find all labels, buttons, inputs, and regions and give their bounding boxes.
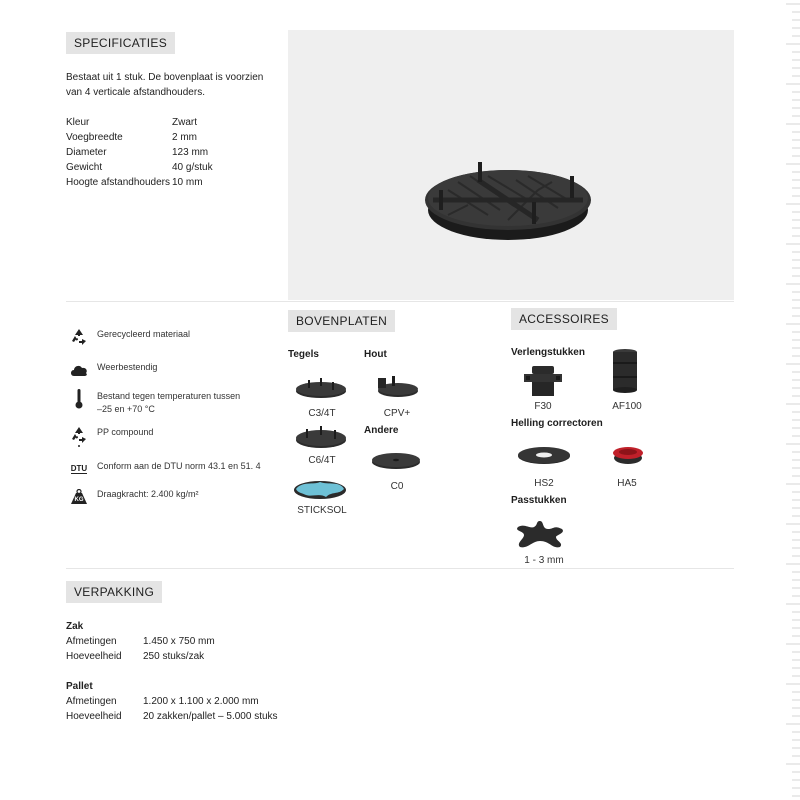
dtu-icon-text: DTU: [70, 464, 88, 473]
spec-value: 10 mm: [172, 177, 203, 188]
zak-title: Zak: [66, 621, 84, 632]
pack-value: 1.450 x 750 mm: [143, 636, 215, 647]
pack-row: [66, 694, 278, 709]
spec-row: [66, 175, 213, 190]
hs2-caption: HS2: [534, 478, 554, 489]
feature-label: Weerbestendig: [97, 362, 158, 372]
feature-weather: [68, 361, 157, 379]
spec-label: Diameter: [66, 147, 107, 158]
spec-label: Kleur: [66, 117, 90, 128]
cpv-caption: CPV+: [383, 408, 411, 419]
ha5-product-image: [611, 442, 645, 468]
af100-caption: AF100: [612, 401, 642, 412]
head-plate-image: [288, 30, 734, 300]
pack-label: Afmetingen: [66, 696, 117, 707]
dtu-icon: [68, 460, 90, 478]
c0-product-image: [370, 451, 422, 471]
recycle-icon: [68, 328, 90, 346]
verpakking-heading: VERPAKKING: [66, 581, 162, 603]
specificaties-heading: SPECIFICATIES: [66, 32, 175, 54]
feature-temperature: [68, 390, 247, 416]
pallet-title: Pallet: [66, 681, 93, 692]
passtukken-label: Passtukken: [511, 495, 567, 506]
sticksol-product-image: [292, 477, 348, 501]
hs2-product-image: [516, 444, 572, 468]
spec-row: [66, 160, 213, 175]
zak-block: [66, 619, 215, 664]
c0-caption: C0: [390, 481, 404, 492]
f30-caption: F30: [534, 401, 552, 412]
pack-row: [66, 709, 278, 724]
c34t-caption: C3/4T: [308, 408, 336, 419]
spec-label: Hoogte afstandhouders: [66, 177, 170, 188]
spec-row: [66, 115, 213, 130]
andere-label: Andere: [364, 425, 399, 436]
spec-row: [66, 145, 213, 160]
spec-label: Voegbreedte: [66, 132, 123, 143]
spec-table: [66, 115, 213, 190]
weight-icon-text: KG: [74, 497, 84, 503]
page-edge-ruler: [780, 0, 800, 800]
feature-dtu: [68, 460, 261, 478]
ha5-caption: HA5: [617, 478, 637, 489]
pack-label: Afmetingen: [66, 636, 117, 647]
feature-pp-compound: [68, 426, 153, 448]
spec-row: [66, 130, 213, 145]
feature-label: PP compound: [97, 427, 154, 437]
pack-value: 250 stuks/zak: [143, 651, 205, 662]
cloud-icon: [68, 361, 90, 379]
feature-label: Gerecycleerd materiaal: [97, 329, 191, 339]
feature-label: Bestand tegen temperaturen tussen –25 en +70 °C: [97, 391, 241, 414]
spec-value: 123 mm: [172, 147, 209, 158]
divider: [66, 301, 734, 302]
spec-value: 40 g/stuk: [172, 162, 213, 173]
c64t-product-image: [294, 424, 348, 450]
pack-label: Hoeveelheid: [66, 711, 122, 722]
product-photo: [288, 30, 734, 300]
pack-value: 20 zakken/pallet – 5.000 stuks: [143, 711, 278, 722]
cpv-product-image: [374, 372, 420, 400]
sticksol-caption: STICKSOL: [297, 505, 347, 516]
af100-product-image: [609, 348, 641, 396]
spec-value: Zwart: [172, 117, 197, 128]
spec-label: Gewicht: [66, 162, 103, 173]
pp-recycle-icon: [68, 426, 90, 448]
divider: [66, 568, 734, 569]
f30-product-image: [520, 364, 566, 398]
pack-value: 1.200 x 1.100 x 2.000 mm: [143, 696, 259, 707]
tegels-label: Tegels: [288, 349, 319, 360]
shim-caption: 1 - 3 mm: [524, 555, 564, 566]
spec-description: Bestaat uit 1 stuk. De bovenplaat is voorzien van 4 verticale afstandhouders.: [66, 72, 264, 98]
bovenplaten-heading: BOVENPLATEN: [288, 310, 395, 332]
helling-label: Helling correctoren: [511, 418, 603, 429]
pack-row: [66, 649, 215, 664]
spec-value: 2 mm: [172, 132, 197, 143]
verlengstukken-label: Verlengstukken: [511, 347, 585, 358]
c34t-product-image: [294, 376, 348, 400]
pallet-block: [66, 679, 278, 724]
thermometer-icon: [68, 390, 90, 408]
feature-load-capacity: [68, 488, 199, 506]
pack-row: [66, 634, 215, 649]
c64t-caption: C6/4T: [308, 455, 336, 466]
pack-label: Hoeveelheid: [66, 651, 122, 662]
weight-icon: [68, 488, 90, 506]
shim-product-image: [512, 519, 568, 549]
hout-label: Hout: [364, 349, 387, 360]
feature-label: Conform aan de DTU norm 43.1 en 51. 4: [97, 461, 261, 471]
accessoires-heading: ACCESSOIRES: [511, 308, 617, 330]
feature-recycled: [68, 328, 190, 346]
feature-label: Draagkracht: 2.400 kg/m²: [97, 489, 199, 499]
